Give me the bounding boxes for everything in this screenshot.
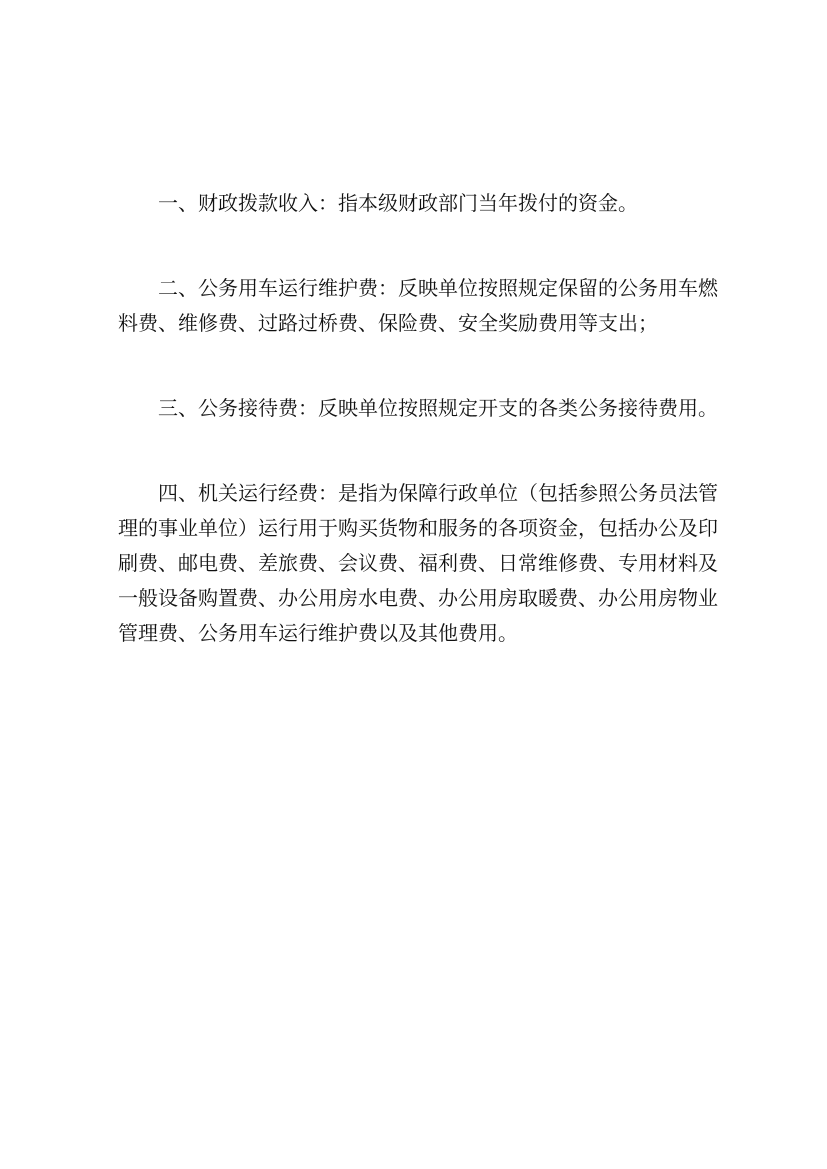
paragraph-official-vehicle-maintenance: 二、公务用车运行维护费：反映单位按照规定保留的公务用车燃料费、维修费、过路过桥费、保险费、安全奖励费用等支出； xyxy=(118,276,718,335)
paragraph-fiscal-appropriation-income: 一、财政拨款收入：指本级财政部门当年拨付的资金。 xyxy=(158,191,638,215)
document-body xyxy=(118,186,718,651)
paragraph-spacer xyxy=(118,221,718,271)
paragraph-agency-operating-expenses: 四、机关运行经费：是指为保障行政单位（包括参照公务员法管理的事业单位）运行用于购买货物和服务的各项资金，包括办公及印刷费、邮电费、差旅费、会议费、福利费、日常维修费、专用材料及一般设备购置费、办公用房水电费、办公用房取暖费、办公用房物业管理费、公务用车运行维护费以及其他费用。 xyxy=(118,481,718,645)
paragraph-spacer xyxy=(118,426,718,476)
paragraph-spacer xyxy=(118,341,718,391)
paragraph-official-reception-expenses: 三、公务接待费：反映单位按照规定开支的各类公务接待费用。 xyxy=(158,396,718,420)
